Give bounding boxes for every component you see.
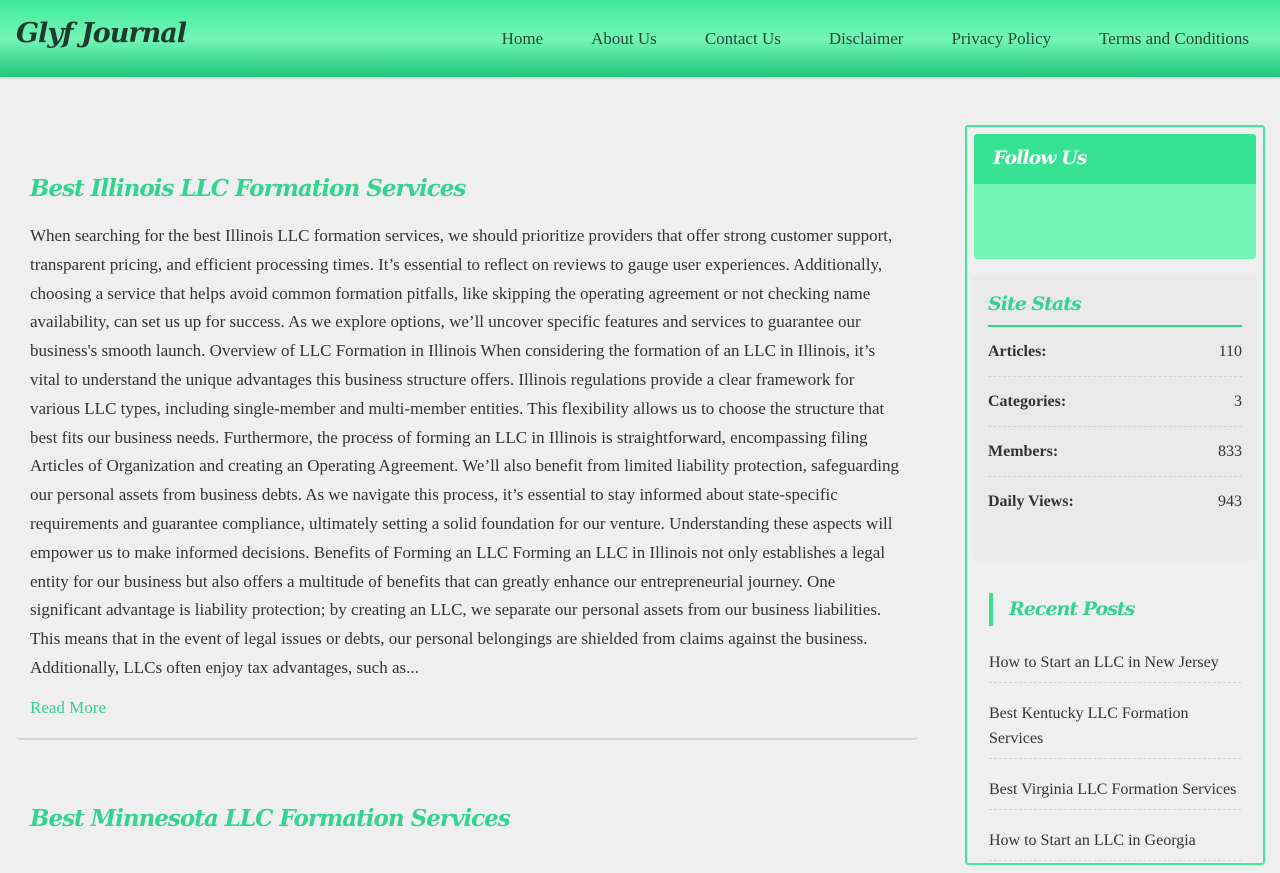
follow-us-title: Follow Us — [974, 134, 1256, 184]
stat-value: 110 — [1218, 342, 1242, 360]
sidebar — [965, 125, 1265, 865]
post-title[interactable]: Best Minnesota LLC Formation Services — [30, 804, 510, 832]
post-title[interactable]: Best Illinois LLC Formation Services — [30, 175, 466, 202]
stat-row-members — [988, 427, 1242, 477]
site-header — [0, 0, 1280, 77]
nav-disclaimer[interactable]: Disclaimer — [828, 28, 904, 48]
nav-privacy-policy[interactable]: Privacy Policy — [951, 28, 1052, 48]
nav-about-us[interactable]: About Us — [591, 28, 657, 48]
nav-home[interactable]: Home — [501, 28, 544, 48]
main-content — [16, 77, 918, 834]
stat-label: Members: — [988, 442, 1059, 460]
stat-row-categories — [988, 377, 1242, 427]
stat-label: Articles: — [988, 342, 1047, 360]
list-item — [989, 822, 1241, 861]
post-card — [16, 77, 918, 740]
list-item — [989, 695, 1241, 759]
site-stats-widget — [974, 277, 1256, 559]
nav-contact-us[interactable]: Contact Us — [704, 28, 781, 48]
recent-post-link[interactable]: Best Kentucky LLC Formation Services — [989, 705, 1189, 747]
recent-post-link[interactable]: Best Virginia LLC Formation Services — [989, 781, 1237, 798]
post-excerpt: When searching for the best Illinois LLC formation services, we should prioritize providers that offer strong customer support, transparent pricing, and efficient processing times. It’s essential to reflect on reviews to gauge user experiences. Additionally, choosing a service that helps avoid common formation pitfalls, like skipping the operating agreement or not checking name availability, can set us up for success. As we explore options, we’ll uncover specific features and services to guarantee our business's smooth launch. Overview of LLC Formation in Illinois When considering the formation of an LLC in Illinois, it’s vital to understand the unique advantages this business structure offers. Illinois regulations provide a clear framework for various LLC types, including single-member and multi-member entities. This flexibility allows us to choose the structure that best fits our business needs. Furthermore, the process of forming an LLC in Illinois is straightforward, encompassing filing Articles of Organization and creating an Operating Agreement. We’ll also benefit from limited liability protection, safeguarding our personal assets from business debts. As we navigate this process, it’s essential to stay informed about state-specific requirements and guarantee compliance, ultimately setting a solid foundation for our venture. Understanding these aspects will empower us to make informed decisions. Benefits of Forming an LLC Forming an LLC in Illinois not only establishes a legal entity for our business but also offers a multitude of benefits that can greatly enhance our entrepreneurial journey. One significant advantage is liability protection; by creating an LLC, we separate our personal assets from our business liabilities. This means that in the event of legal issues or debts, our personal belongings are shielded from claims against the business. Additionally, LLCs often enjoy tax advantages, such as... — [30, 226, 899, 677]
follow-us-panel — [974, 184, 1256, 259]
main-nav — [454, 0, 1249, 77]
recent-posts-title: Recent Posts — [989, 593, 1241, 626]
nav-terms-and-conditions[interactable]: Terms and Conditions — [1099, 28, 1249, 48]
post-card — [16, 740, 918, 834]
recent-post-link[interactable]: How to Start an LLC in New Jersey — [989, 654, 1219, 671]
list-item — [989, 771, 1241, 810]
stat-row-daily-views — [988, 477, 1242, 527]
recent-posts-list — [989, 644, 1241, 861]
site-stats-title: Site Stats — [988, 291, 1242, 327]
stat-row-articles — [988, 327, 1242, 377]
site-logo[interactable]: Glyf Journal — [16, 18, 187, 49]
stat-value: 943 — [1218, 493, 1242, 510]
stat-label: Daily Views: — [988, 493, 1074, 510]
stat-value: 3 — [1234, 392, 1242, 410]
stat-label: Categories: — [988, 392, 1067, 410]
follow-us-widget — [974, 134, 1256, 259]
stat-value: 833 — [1218, 442, 1242, 460]
read-more-link[interactable]: Read More — [30, 697, 107, 717]
list-item — [989, 644, 1241, 683]
recent-post-link[interactable]: How to Start an LLC in Georgia — [989, 832, 1196, 849]
recent-posts-widget — [989, 593, 1241, 873]
